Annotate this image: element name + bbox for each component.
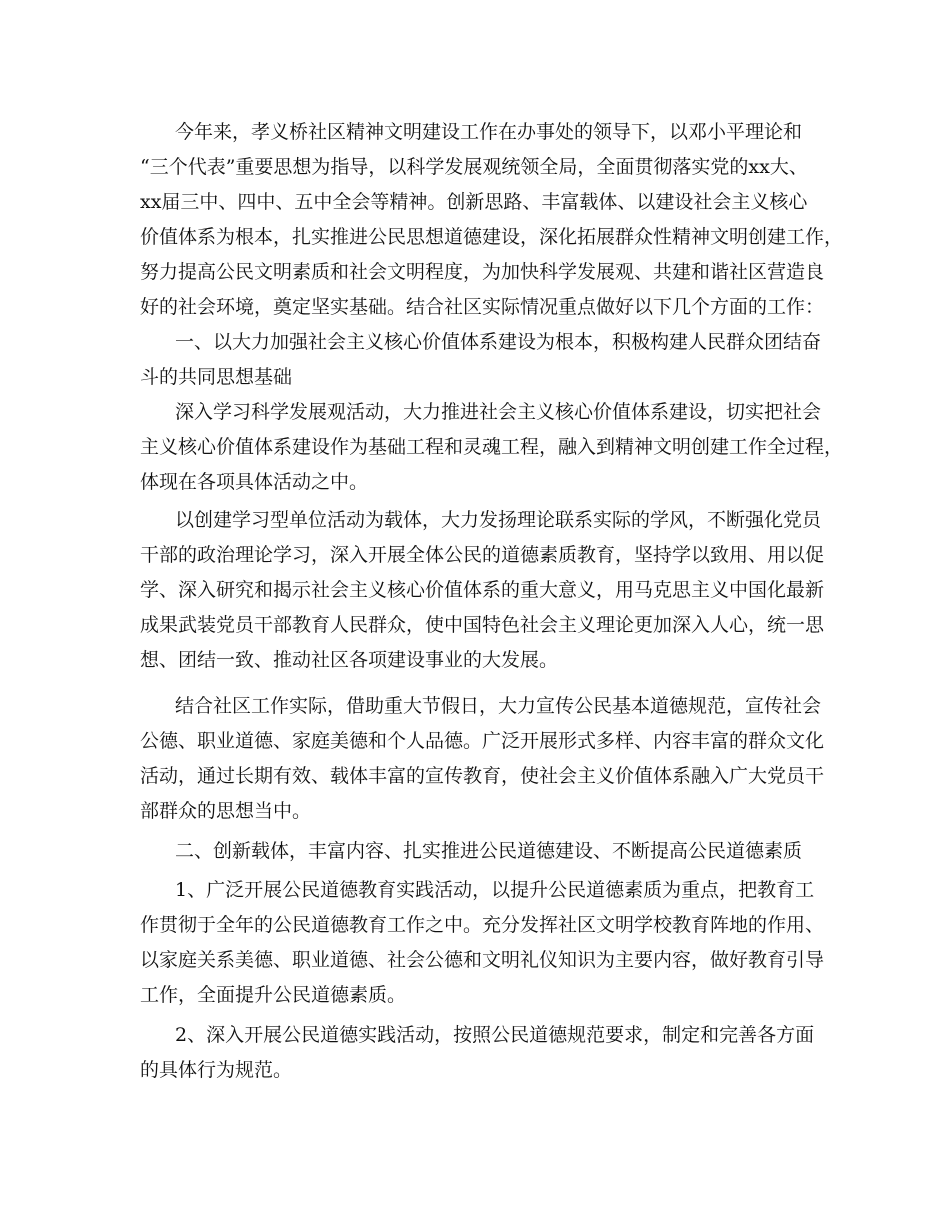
section-heading-line: 斗的共同思想基础 bbox=[140, 366, 293, 388]
text-line: 深入学习科学发展观活动，大力推进社会主义核心价值体系建设，切实把社会 bbox=[175, 401, 822, 423]
text-line: 成果武装党员干部教育人民群众，使中国特色社会主义理论更加深入人心，统一思 bbox=[140, 614, 825, 636]
section-heading-line: 一、以大力加强社会主义核心价值体系建设为根本，积极构建人民群众团结奋 bbox=[175, 331, 822, 353]
text-line: xx届三中、四中、五中全会等精神。创新思路、丰富载体、以建设社会主义核心 bbox=[140, 191, 808, 213]
text-line: 部群众的思想当中。 bbox=[140, 800, 312, 822]
text-line: 公德、职业道德、家庭美德和个人品德。广泛开展形式多样、内容丰富的群众文化 bbox=[140, 730, 825, 752]
text-line: 以家庭关系美德、职业道德、社会公德和文明礼仪知识为主要内容，做好教育引导 bbox=[140, 949, 825, 971]
text-line: 活动，通过长期有效、载体丰富的宣传教育，使社会主义价值体系融入广大党员干 bbox=[140, 765, 825, 787]
text-line: 今年来，孝义桥社区精神文明建设工作在办事处的领导下，以邓小平理论和 bbox=[175, 121, 803, 143]
section-heading-line: 二、创新载体，丰富内容、扎实推进公民道德建设、不断提高公民道德素质 bbox=[175, 840, 803, 862]
text-line: 体现在各项具体活动之中。 bbox=[140, 471, 369, 493]
text-line: 干部的政治理论学习，深入开展全体公民的道德素质教育，坚持学以致用、用以促 bbox=[140, 544, 825, 566]
text-line: 2、深入开展公民道德实践活动，按照公民道德规范要求，制定和完善各方面 bbox=[175, 1024, 815, 1046]
text-line: “三个代表”重要思想为指导，以科学发展观统领全局，全面贯彻落实党的xx大、 bbox=[140, 156, 808, 178]
text-line: 好的社会环境，奠定坚实基础。结合社区实际情况重点做好以下几个方面的工作： bbox=[140, 296, 825, 318]
text-line: 1、广泛开展公民道德教育实践活动，以提升公民道德素质为重点，把教育工 bbox=[175, 879, 815, 901]
text-line: 工作，全面提升公民道德素质。 bbox=[140, 984, 407, 1006]
text-line: 想、团结一致、推动社区各项建设事业的大发展。 bbox=[140, 649, 559, 671]
text-line: 作贯彻于全年的公民道德教育工作之中。充分发挥社区文明学校教育阵地的作用、 bbox=[140, 914, 825, 936]
text-line: 努力提高公民文明素质和社会文明程度，为加快科学发展观、共建和谐社区营造良 bbox=[140, 261, 825, 283]
text-line: 主义核心价值体系建设作为基础工程和灵魂工程，融入到精神文明创建工作全过程， bbox=[140, 436, 844, 458]
text-line: 结合社区工作实际，借助重大节假日，大力宣传公民基本道德规范，宣传社会 bbox=[175, 695, 822, 717]
text-line: 价值体系为根本，扎实推进公民思想道德建设，深化拓展群众性精神文明创建工作， bbox=[140, 226, 844, 248]
text-line: 学、深入研究和揭示社会主义核心价值体系的重大意义，用马克思主义中国化最新 bbox=[140, 579, 825, 601]
text-line: 以创建学习型单位活动为载体，大力发扬理论联系实际的学风，不断强化党员 bbox=[175, 509, 822, 531]
text-line: 的具体行为规范。 bbox=[140, 1059, 293, 1081]
